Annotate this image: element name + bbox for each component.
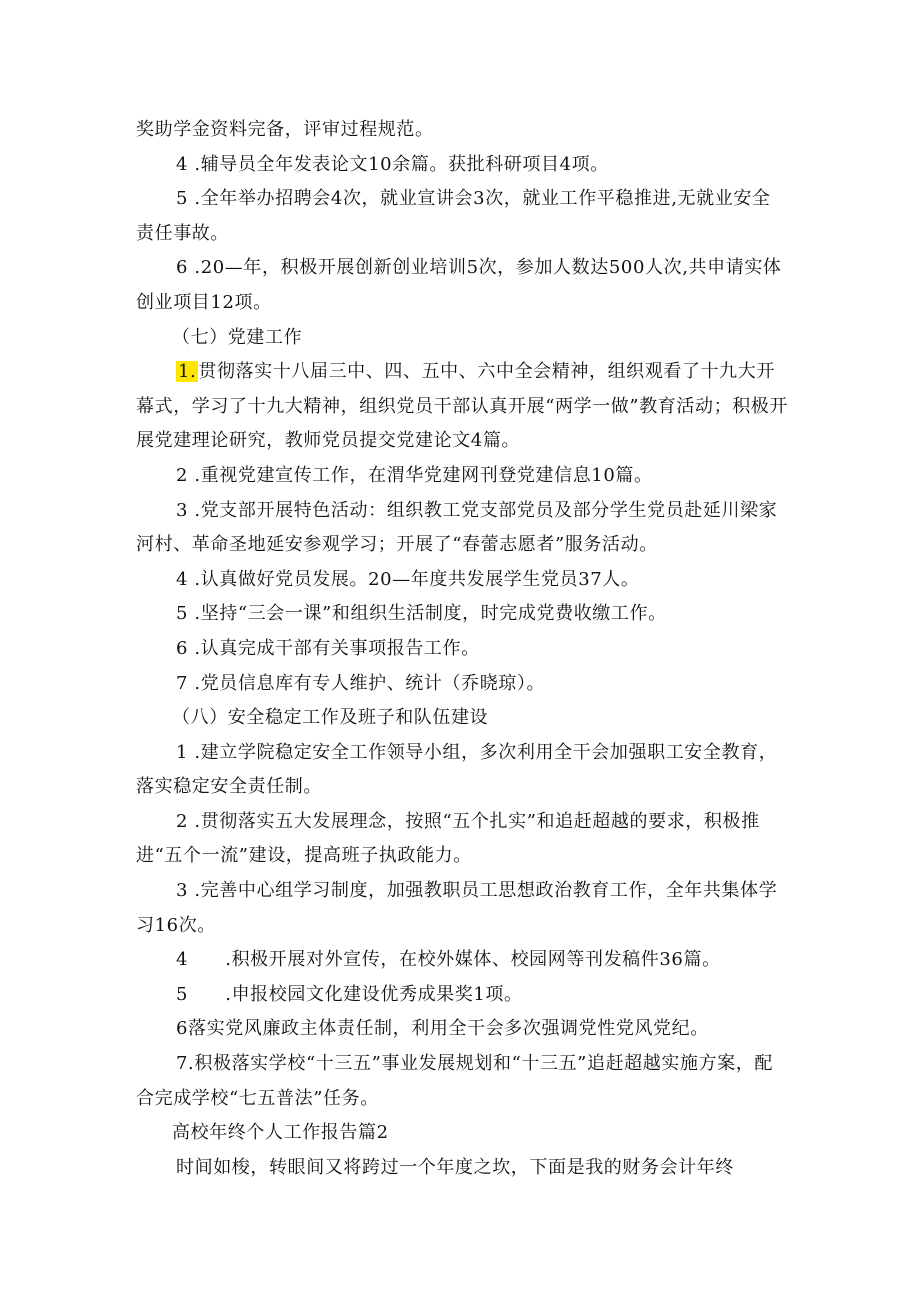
paragraph: 5 .坚持“三会一课”和组织生活制度，时完成党费收缴工作。 <box>176 603 667 625</box>
highlighted-number: 1. <box>178 361 197 383</box>
paragraph: 7.积极落实学校“十三五”事业发展规划和“十三五”追赶超越实施方案，配合完成学校“七五普法”任务。 <box>136 1053 773 1109</box>
paragraph: 4 .积极开展对外宣传，在校外媒体、校园网等刊发稿件36篇。 <box>176 949 721 971</box>
paragraph <box>136 355 788 459</box>
paragraph: 3 .完善中心组学习制度，加强教职员工思想政治教育工作，全年共集体学习16次。 <box>136 880 778 936</box>
paragraph: 2 .重视党建宣传工作，在渭华党建网刊登党建信息10篇。 <box>176 464 653 486</box>
paragraph: 6 .认真完成干部有关事项报告工作。 <box>176 637 480 659</box>
paragraph: 7 .党员信息库有专人维护、统计（乔晓琼）。 <box>176 672 546 694</box>
section-heading: 高校年终个人工作报告篇2 <box>172 1122 389 1144</box>
paragraph: 5 .全年举办招聘会4次，就业宣讲会3次，就业工作平稳推进,无就业安全责任事故。 <box>136 188 771 244</box>
paragraph: 4 .认真做好党员发展。20—年度共发展学生党员37人。 <box>176 568 640 590</box>
document-body <box>136 113 788 1185</box>
section-heading: （八）安全稳定工作及班子和队伍建设 <box>172 707 489 729</box>
section-heading: （七）党建工作 <box>172 326 303 348</box>
paragraph: 6 .20—年，积极开展创新创业培训5次，参加人数达500人次,共申请实体创业项目12项。 <box>136 257 782 313</box>
paragraph-text: 贯彻落实十八届三中、四、五中、六中全会精神，组织观看了十九大开幕式，学习了十九大精神，组织党员干部认真开展“两学一做”教育活动；积极开展党建理论研究，教师党员提交党建论文4篇。 <box>136 361 789 452</box>
paragraph: 奖助学金资料完备，评审过程规范。 <box>136 119 434 140</box>
paragraph: 4 .辅导员全年发表论文10余篇。获批科研项目4项。 <box>176 153 609 175</box>
paragraph: 5 .申报校园文化建设优秀成果奖1项。 <box>176 983 523 1005</box>
paragraph: 1 .建立学院稳定安全工作领导小组，多次利用全干会加强职工安全教育，落实稳定安全责任制。 <box>136 741 778 798</box>
paragraph: 2 .贯彻落实五大发展理念，按照“五个扎实”和追赶超越的要求，积极推进“五个一流”建设，提高班子执政能力。 <box>136 810 760 867</box>
paragraph: 6落实党风廉政主体责任制，利用全干会多次强调党性党风党纪。 <box>176 1018 709 1040</box>
paragraph: 时间如梭，转眼间又将跨过一个年度之坎，下面是我的财务会计年终 <box>176 1156 734 1178</box>
paragraph: 3 .党支部开展特色活动：组织教工党支部党员及部分学生党员赴延川梁家河村、革命圣地延安参观学习；开展了“春蕾志愿者”服务活动。 <box>136 499 778 556</box>
